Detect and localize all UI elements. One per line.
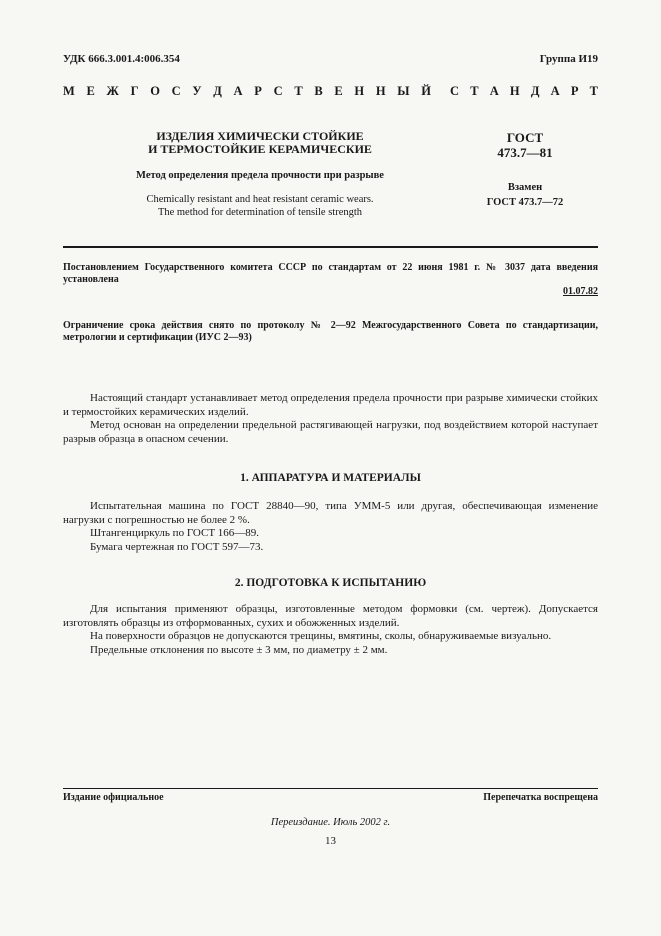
title-line-2: И ТЕРМОСТОЙКИЕ КЕРАМИЧЕСКИЕ [148, 142, 372, 156]
section-2-body [63, 603, 598, 657]
banner-letter: С [450, 84, 460, 98]
section-1-paragraph-3: Бумага чертежная по ГОСТ 597—73. [90, 540, 264, 553]
reprint-prohibited-label: Перепечатка воспрещена [483, 792, 598, 803]
footer-divider [63, 788, 598, 789]
section-2-heading: 2. ПОДГОТОВКА К ИСПЫТАНИЮ [234, 577, 427, 589]
banner-letter: Й [421, 84, 431, 98]
banner-letter: Д [213, 84, 222, 98]
banner-letter: Ы [397, 84, 410, 98]
banner-letter: А [550, 84, 560, 98]
group-code: Группа И19 [539, 53, 598, 65]
banner-word-standard [450, 84, 598, 99]
gost-number: 473.7—81 [497, 145, 553, 160]
replaces-number: ГОСТ 473.7—72 [486, 197, 564, 208]
banner-letter: С [273, 84, 283, 98]
banner-letter: Г [130, 84, 139, 98]
section-1-heading: 1. АППАРАТУРА И МАТЕРИАЛЫ [240, 472, 421, 484]
replaces-block [455, 180, 595, 210]
decree-text: Постановлением Государственного комитета СССР по стандартам от 22 июня 1981 г. № 3037 дата введения установлена [63, 262, 598, 285]
header-divider [63, 246, 598, 248]
banner-letter: С [171, 84, 181, 98]
limitation-note: Ограничение срока действия снято по протоколу № 2—92 Межгосударственного Совета по стандартизации, метрологии и сертификации (ИУС 2—93) [63, 320, 598, 343]
udk-code: УДК 666.3.001.4:006.354 [63, 53, 180, 65]
intro-paragraphs [63, 392, 598, 446]
banner-letter: Т [470, 84, 479, 98]
banner-letter: Т [589, 84, 598, 98]
title-en-line-2: The method for determination of tensile strength [157, 207, 363, 218]
section-1-paragraph-1: Испытательная машина по ГОСТ 28840—90, типа УММ-5 или другая, обеспечивающая изменение нагрузки с погрешностью не более 2 %. [63, 500, 598, 526]
standard-banner [63, 84, 598, 99]
document-title [100, 130, 420, 156]
official-edition-label: Издание официальное [63, 792, 164, 803]
banner-letter: Н [354, 84, 365, 98]
method-title-en [100, 193, 420, 219]
title-line-1: ИЗДЕЛИЯ ХИМИЧЕСКИ СТОЙКИЕ [156, 129, 364, 143]
banner-letter: Р [254, 84, 262, 98]
title-en-line-1: Chemically resistant and heat resistant ceramic wears. [146, 194, 374, 205]
banner-letter: Е [86, 84, 95, 98]
banner-letter: В [314, 84, 323, 98]
banner-letter: О [150, 84, 160, 98]
method-title-ru: Метод определения предела прочности при разрыве [136, 170, 384, 181]
banner-letter: Р [570, 84, 579, 98]
banner-letter: Н [509, 84, 520, 98]
banner-letter: У [192, 84, 202, 98]
banner-letter: А [233, 84, 243, 98]
replaces-label: Взамен [507, 182, 543, 193]
banner-letter: Е [334, 84, 343, 98]
banner-letter: Ж [106, 84, 119, 98]
section-2-paragraph-2: На поверхности образцов не допускаются трещины, вмятины, сколы, обнаруживаемые визуально. [90, 630, 552, 642]
section-1-body [63, 500, 598, 554]
intro-paragraph-1: Настоящий стандарт устанавливает метод определения предела прочности при разрыве химически стойких и термостойких керамических изделий. [63, 392, 598, 418]
banner-word-interstate [63, 84, 431, 99]
banner-letter: Н [375, 84, 386, 98]
gost-label: ГОСТ [506, 130, 544, 145]
intro-paragraph-2: Метод основан на определении предельной растягивающей нагрузки, под воздействием которой наступает разрыв образца в опасном сечении. [63, 419, 598, 445]
banner-letter: Д [530, 84, 540, 98]
page-number: 13 [325, 835, 336, 847]
section-2-paragraph-3: Предельные отклонения по высоте ± 3 мм, по диаметру ± 2 мм. [90, 643, 388, 656]
section-2-paragraph-1: Для испытания применяют образцы, изготовленные методом формовки (см. чертеж). Допускается изготовлять образцы из отформованных, сухих и обожженных изделий. [63, 603, 598, 629]
effective-date: 01.07.82 [563, 286, 598, 297]
banner-letter: А [489, 84, 499, 98]
reissue-note: Переиздание. Июль 2002 г. [270, 817, 391, 828]
banner-letter: Т [294, 84, 303, 98]
banner-letter: М [63, 84, 75, 98]
gost-designation [455, 130, 595, 160]
section-1-paragraph-2: Штангенциркуль по ГОСТ 166—89. [90, 527, 260, 539]
